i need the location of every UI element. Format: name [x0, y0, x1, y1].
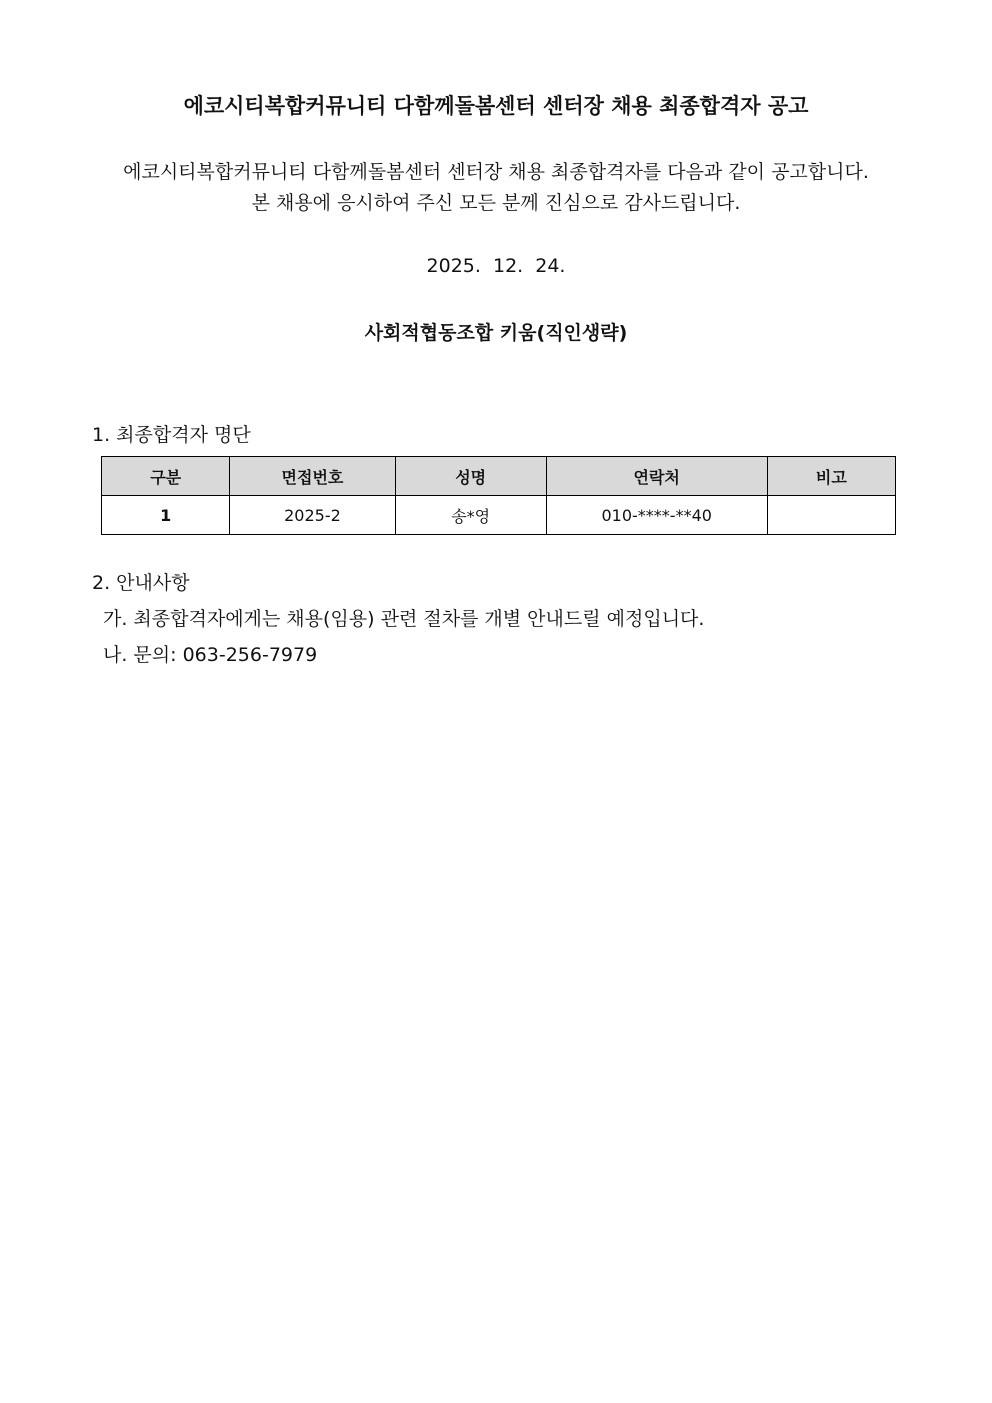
announcement-date: 2025. 12. 24.: [426, 255, 566, 277]
column-header-name: 성명: [395, 457, 546, 496]
section-heading-finalists: 1. 최종합격자 명단: [92, 424, 251, 446]
intro-line: 에코시티복합커뮤니티 다함께돌봄센터 센터장 채용 최종합격자를 다음과 같이 공고합니다.: [123, 161, 869, 183]
column-header-remarks: 비고: [767, 457, 895, 496]
table-header-row: [102, 457, 896, 496]
finalists-table: [101, 456, 896, 535]
section-heading-notice: 2. 안내사항: [92, 572, 190, 594]
organization-name: 사회적협동조합 키움(직인생략): [364, 322, 628, 344]
notice-item: 나. 문의: 063-256-7979: [103, 644, 318, 666]
cell-name: 송*영: [395, 496, 546, 535]
notice-item: 가. 최종합격자에게는 채용(임용) 관련 절차를 개별 안내드릴 예정입니다.: [103, 608, 705, 630]
table-row: [102, 496, 896, 535]
column-header-interview-number: 면접번호: [230, 457, 395, 496]
cell-division: 1: [102, 496, 230, 535]
cell-contact: 010-****-**40: [546, 496, 767, 535]
cell-remarks: [767, 496, 895, 535]
column-header-division: 구분: [102, 457, 230, 496]
intro-paragraph: [0, 157, 992, 219]
intro-line: 본 채용에 응시하여 주신 모든 분께 진심으로 감사드립니다.: [251, 192, 741, 214]
cell-interview-number: 2025-2: [230, 496, 395, 535]
column-header-contact: 연락처: [546, 457, 767, 496]
document-title: 에코시티복합커뮤니티 다함께돌봄센터 센터장 채용 최종합격자 공고: [183, 94, 809, 118]
